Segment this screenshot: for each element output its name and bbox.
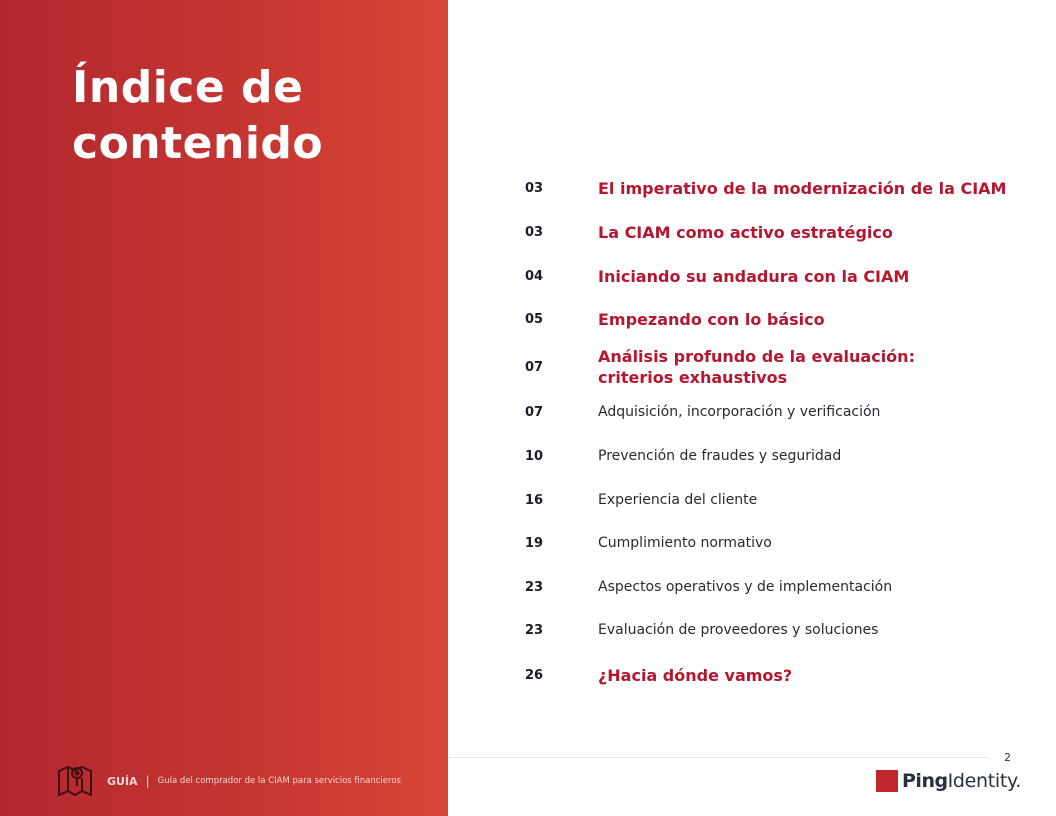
toc-item[interactable] (510, 178, 1030, 199)
toc-page: 19 (525, 535, 544, 551)
toc-page: 10 (525, 448, 544, 464)
toc-item[interactable] (510, 346, 1030, 388)
logo-square-icon (876, 770, 898, 792)
page-number: 2 (1004, 751, 1011, 764)
toc-item[interactable] (510, 222, 1030, 243)
toc-page: 05 (525, 312, 544, 327)
toc-label-line-1: Análisis profundo de la evaluación: (598, 347, 915, 366)
toc-page: 03 (525, 225, 544, 240)
toc-label: Empezando con lo básico (598, 310, 825, 329)
toc-label: Cumplimiento normativo (598, 535, 772, 551)
separator: | (145, 774, 150, 788)
toc-label: ¿Hacia dónde vamos? (598, 666, 793, 685)
toc-page: 04 (525, 269, 544, 284)
toc-label: Adquisición, incorporación y verificación (598, 404, 881, 420)
cover-panel (0, 0, 448, 816)
title-line-2: contenido (72, 118, 324, 169)
toc-label: Experiencia del cliente (598, 492, 758, 508)
toc-item[interactable] (510, 448, 1030, 464)
toc-page: 26 (525, 668, 544, 683)
ping-identity-logo (876, 770, 1021, 792)
toc-item[interactable] (510, 266, 1030, 287)
guide-title: Guía del comprador de la CIAM para servicios financieros (157, 776, 401, 786)
footer-divider (448, 757, 988, 758)
toc-label: El imperativo de la modernización de la CIAM (598, 179, 1007, 198)
toc-label: La CIAM como activo estratégico (598, 223, 893, 242)
map-pin-icon (57, 764, 93, 798)
toc-page: 16 (525, 492, 544, 508)
toc-label (598, 346, 915, 388)
toc-label-line-2: criterios exhaustivos (598, 368, 788, 387)
toc-page: 07 (525, 404, 544, 420)
logo-identity: Identity. (947, 770, 1022, 792)
toc-item[interactable] (510, 404, 1030, 420)
toc-label: Prevención de fraudes y seguridad (598, 448, 842, 464)
toc-item[interactable] (510, 622, 1030, 638)
toc-page: 07 (525, 359, 544, 375)
toc-page: 23 (525, 622, 544, 638)
toc-label: Evaluación de proveedores y soluciones (598, 622, 879, 638)
toc-label: Iniciando su andadura con la CIAM (598, 267, 910, 286)
logo-ping: Ping (902, 770, 948, 792)
toc-page: 23 (525, 579, 544, 595)
footer-guide (57, 764, 401, 798)
page-title (72, 60, 323, 172)
guide-label: GUÍA (107, 774, 138, 788)
toc-item[interactable] (510, 535, 1030, 551)
toc-label: Aspectos operativos y de implementación (598, 579, 893, 595)
toc-item[interactable] (510, 309, 1030, 330)
toc-item[interactable] (510, 665, 1030, 686)
title-line-1: Índice de (72, 62, 304, 113)
toc-page: 03 (525, 181, 544, 196)
toc-item[interactable] (510, 579, 1030, 595)
toc-item[interactable] (510, 492, 1030, 508)
